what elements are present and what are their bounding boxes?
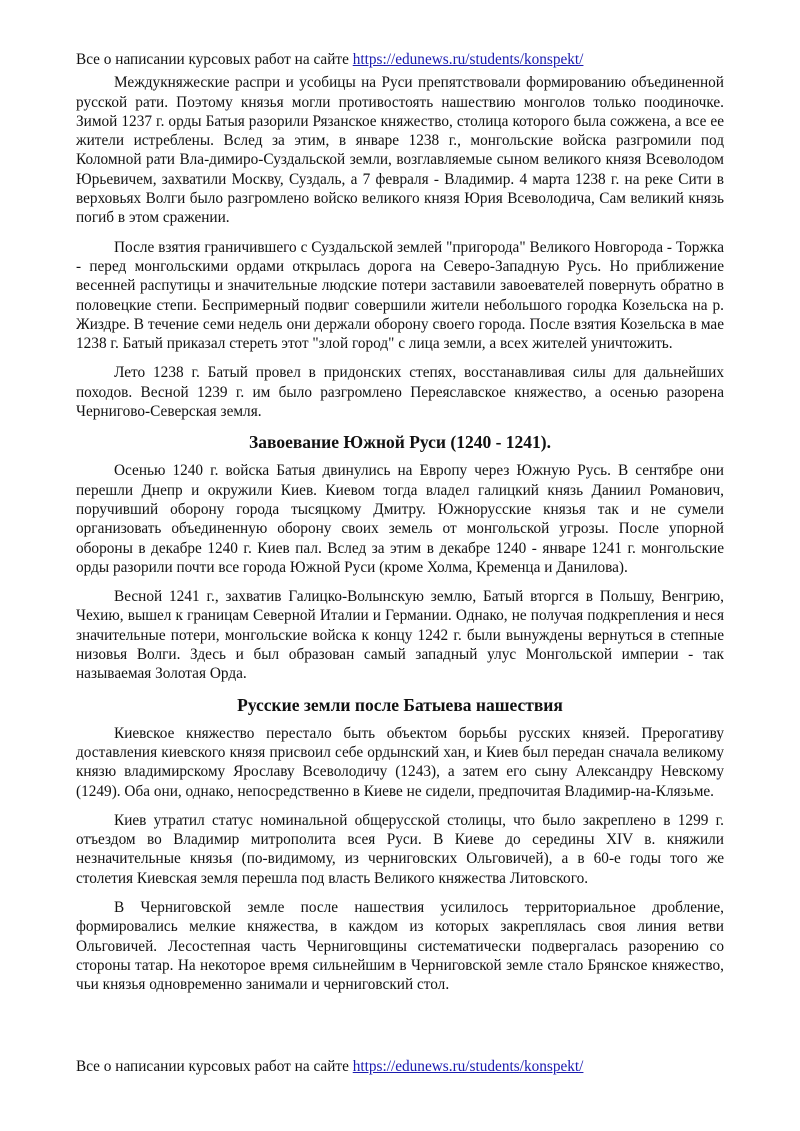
- footer-text: Все о написании курсовых работ на сайте: [76, 1058, 353, 1075]
- paragraph-3: Лето 1238 г. Батый провел в придонских степях, восстанавливая силы для дальнейших походов. Весной 1239 г. им было разгромлено Переяславское княжество, а осенью разорена Чернигово-Северская земля.: [76, 364, 724, 421]
- paragraph-4: Осенью 1240 г. войска Батыя двинулись на Европу через Южную Русь. В сентябре они перешли Днепр и окружили Киев. Киевом тогда владел галицкий князь Даниил Романович, поручивший оборону города тысяцкому Дмитру. Южнорусские князья так и не сумели организовать объединенную оборону своих земель от монгольской угрозы. После упорной обороны в декабре 1240 г. Киев пал. Вслед за этим в декабре 1240 - январе 1241 г. монгольские орды разорили почти все города Южной Руси (кроме Холма, Кременца и Данилова).: [76, 462, 724, 576]
- section-heading-after-invasion: Русские земли после Батыева нашествия: [237, 694, 563, 715]
- footer-line: [76, 1057, 583, 1076]
- paragraph-8: В Черниговской земле после нашествия усилилось территориальное дробление, формировались мелкие княжества, в каждом из которых закреплялась своя линия ветви Ольговичей. Лесостепная часть Черниговщины систематически подвергалась разорению со стороны татар. На некоторое время сильнейшим в Черниговской земле стало Брянское княжество, чьи князья одновременно занимали и черниговский стол.: [76, 898, 724, 994]
- paragraph-1: Междукняжеские распри и усобицы на Руси препятствовали формированию объединенной русской рати. Поэтому князья могли противостоять нашествию монголов только поодиночке. Зимой 1237 г. орды Батыя разорили Рязанское княжество, столица которого была сожжена, а все ее жители истреблены. Вслед за этим, в январе 1238 г., монгольские войска разгромили под Коломной рати Вла-димиро-Суздальской земли, возглавляемые сыном великого князя Всеволодом Юрьевичем, захватили Москву, Суздаль, а 7 февраля - Владимир. 4 марта 1238 г. на реке Сити в верховьях Волги было разгромлено войско великого князя Юрия Всеволодича, Сам великий князь погиб в этом сражении.: [76, 74, 724, 227]
- header-link[interactable]: https://edunews.ru/students/konspekt/: [352, 51, 584, 68]
- section-heading-south-rus: Завоевание Южной Руси (1240 - 1241).: [249, 432, 551, 453]
- paragraph-7: Киев утратил статус номинальной общерусской столицы, что было закреплено в 1299 г. отъездом во Владимир митрополита всея Руси. В Киеве до середины XIV в. княжили незначительные князья (по-видимому, из черниговских Ольговичей), а в 60-е годы того же столетия Киевская земля перешла под власть Великого княжества Литовского.: [76, 811, 724, 887]
- header-text: Все о написании курсовых работ на сайте: [76, 51, 353, 68]
- header-line: [76, 50, 724, 69]
- paragraph-5: Весной 1241 г., захватив Галицко-Волынскую землю, Батый вторгся в Польшу, Венгрию, Чехию, вышел к границам Северной Италии и Германии. Однако, не получая подкрепления и неся значительные потери, монгольские войска к концу 1242 г. были вынуждены вернуться в степные низовья Волги. Здесь и был образован самый западный улус Монгольской империи - так называемая Золотая Орда.: [76, 588, 724, 683]
- document-body: [76, 50, 724, 1004]
- paragraph-2: После взятия граничившего с Суздальской землей "пригорода" Великого Новгорода - Торжка - перед монгольскими ордами открылась дорога на Северо-Западную Русь. Но приближение весенней распутицы и значительные людские потери заставили завоевателей повернуть обратно в половецкие степи. Беспримерный подвиг совершили жители небольшого городка Козельска на р. Жиздре. В течение семи недель они держали оборону своего города. После взятия Козельска в мае 1238 г. Батый приказал стереть этот "злой город" с лица земли, а всех жителей уничтожить.: [76, 238, 724, 353]
- paragraph-6: Киевское княжество перестало быть объектом борьбы русских князей. Прерогативу доставления киевского князя присвоил себе ордынский хан, и Киев был передан сначала великому князю владимирскому Ярославу Всеволодичу (1243), а затем его сыну Александру Невскому (1249). Оба они, однако, непосредственно в Киеве не сидели, предпочитая Владимир-на-Клязьме.: [76, 724, 724, 800]
- footer-link[interactable]: https://edunews.ru/students/konspekt/: [352, 1058, 584, 1075]
